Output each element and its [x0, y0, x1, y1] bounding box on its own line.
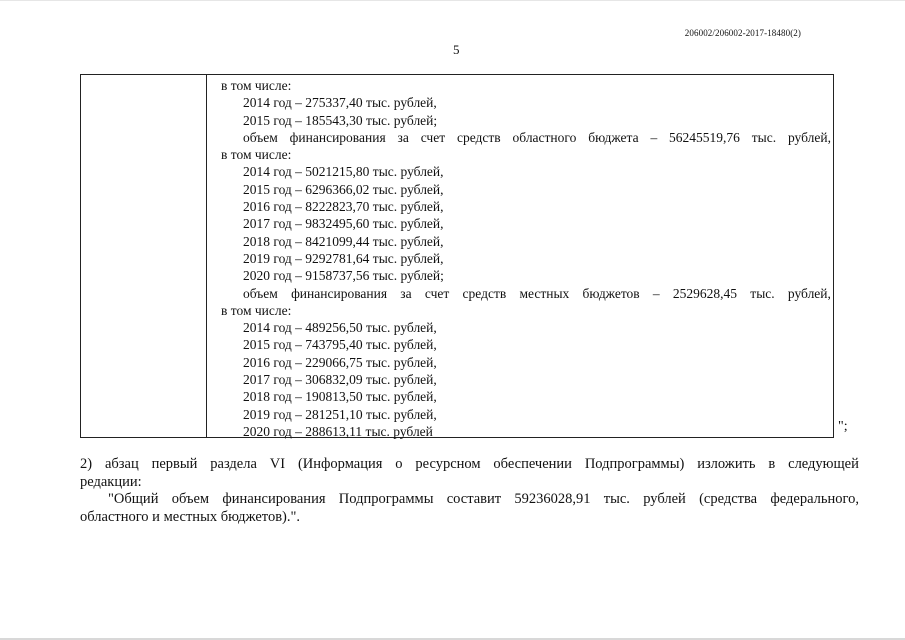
table-line-word: областного: [512, 129, 577, 145]
table-line: 2017 год – 9832495,60 тыс. рублей,: [243, 216, 444, 232]
page-number: 5: [453, 42, 460, 57]
paragraph-word: Подпрограммы: [338, 491, 434, 507]
table-line-word: средств: [462, 285, 507, 301]
table-line: 2020 год – 288613,11 тыс. рублей: [243, 423, 433, 439]
table-line-justified: [221, 285, 831, 302]
table-line: в том числе:: [221, 302, 292, 318]
closing-quote-mark: ";: [838, 419, 848, 434]
table-line-word: 2529628,45: [672, 285, 738, 301]
table-line-word: –: [652, 285, 660, 301]
table-line-word: рублей,: [787, 129, 831, 145]
table-line-word: за: [400, 285, 412, 301]
table-line: 2019 год – 281251,10 тыс. рублей,: [243, 406, 437, 422]
table-line-word: рублей,: [787, 285, 831, 301]
table-line-word: –: [650, 129, 658, 145]
table-line-word: счет: [424, 285, 450, 301]
amendment-paragraph: [80, 456, 859, 491]
table-line-word: бюджета: [588, 129, 639, 145]
quoted-paragraph-line-1: [80, 491, 859, 509]
table-line-word: 56245519,76: [669, 129, 740, 145]
paragraph-word: 2): [80, 456, 93, 472]
quoted-paragraph: [80, 491, 859, 526]
quoted-paragraph-line-2: областного и местных бюджетов).".: [80, 508, 301, 525]
table-line-word: средств: [456, 129, 501, 145]
financing-table: [80, 74, 834, 438]
table-line-word: счет: [420, 129, 446, 145]
paragraph-word: в: [768, 456, 776, 472]
table-line: 2014 год – 489256,50 тыс. рублей,: [243, 320, 437, 336]
paragraph-word: первый: [151, 456, 198, 472]
paragraph-word: составит: [446, 491, 502, 507]
paragraph-word: ресурсном: [415, 456, 481, 472]
paragraph-word: объем: [171, 491, 210, 507]
paragraph-word: Подпрограммы): [584, 456, 685, 472]
paragraph-word: 59236028,91: [514, 491, 591, 507]
paragraph-word: (Информация: [297, 456, 383, 472]
table-line-word: объем: [243, 285, 278, 301]
table-column-divider: [206, 75, 207, 437]
table-line: в том числе:: [221, 147, 292, 163]
table-line: 2016 год – 8222823,70 тыс. рублей,: [243, 199, 444, 215]
table-line: 2016 год – 229066,75 тыс. рублей,: [243, 354, 437, 370]
paragraph-word: о: [395, 456, 403, 472]
page-top-edge: [0, 0, 905, 1]
table-line: 2018 год – 8421099,44 тыс. рублей,: [243, 233, 444, 249]
paragraph-word: рублей: [643, 491, 686, 507]
paragraph-word: изложить: [697, 456, 756, 472]
paragraph-word: абзац: [104, 456, 139, 472]
paragraph-word: федерального,: [770, 491, 859, 507]
table-line: 2019 год – 9292781,64 тыс. рублей,: [243, 250, 444, 266]
table-line-word: за: [397, 129, 409, 145]
table-line-justified: [221, 129, 831, 146]
table-line: 2015 год – 743795,40 тыс. рублей,: [243, 337, 437, 353]
paragraph-word: "Общий: [108, 491, 159, 507]
document-code: 206002/206002-2017-18480(2): [684, 28, 801, 38]
table-line-word: тыс.: [751, 129, 777, 145]
amendment-paragraph-line-1: [80, 456, 859, 474]
table-line-word: бюджетов: [582, 285, 640, 301]
table-line-word: финансирования: [291, 285, 388, 301]
table-line-word: финансирования: [289, 129, 386, 145]
table-line: 2014 год – 275337,40 тыс. рублей,: [243, 95, 437, 111]
table-line: 2014 год – 5021215,80 тыс. рублей,: [243, 164, 444, 180]
table-line-word: местных: [519, 285, 570, 301]
paragraph-word: раздела: [210, 456, 257, 472]
paragraph-word: следующей: [788, 456, 859, 472]
table-line: 2020 год – 9158737,56 тыс. рублей;: [243, 268, 444, 284]
table-line-word: тыс.: [750, 285, 775, 301]
table-line: 2017 год – 306832,09 тыс. рублей,: [243, 372, 437, 388]
table-line-word: объем: [243, 129, 278, 145]
table-line: 2018 год – 190813,50 тыс. рублей,: [243, 389, 437, 405]
paragraph-word: (средства: [699, 491, 758, 507]
paragraph-word: финансирования: [222, 491, 326, 507]
table-line: в том числе:: [221, 78, 292, 93]
table-line: 2015 год – 6296366,02 тыс. рублей,: [243, 181, 444, 197]
paragraph-word: обеспечении: [493, 456, 572, 472]
table-line: 2015 год – 185543,30 тыс. рублей;: [243, 112, 438, 128]
paragraph-word: тыс.: [603, 491, 630, 507]
amendment-paragraph-line-2: редакции:: [80, 473, 142, 490]
paragraph-word: VI: [269, 456, 286, 472]
table-right-cell: [221, 77, 831, 440]
